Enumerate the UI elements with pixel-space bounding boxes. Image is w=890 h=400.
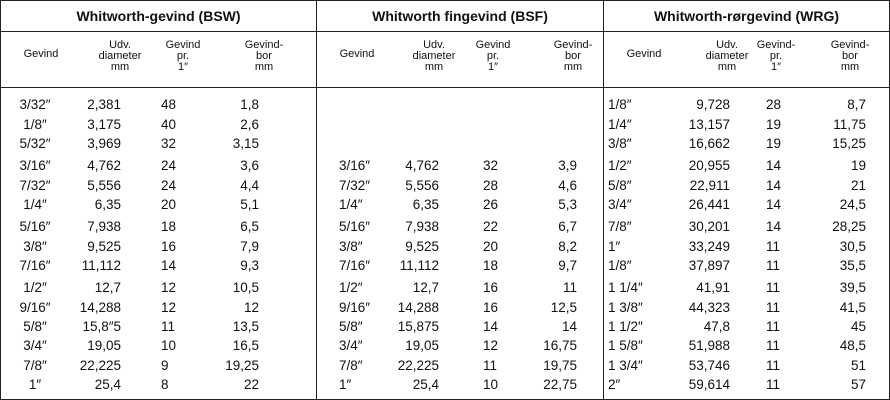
thread-size-cell: 1/2″ xyxy=(339,280,363,295)
outer-diameter-cell: 26,441 xyxy=(688,197,730,212)
thread-size-cell: 3/16″ xyxy=(339,158,371,173)
outer-diameter-cell: 13,157 xyxy=(688,116,730,132)
thread-size-cell: 3/8″ xyxy=(608,136,632,151)
tap-drill-cell: 8,7 xyxy=(847,97,866,112)
tap-drill-cell: 19 xyxy=(850,158,866,173)
column-header: Udv. diameter mm xyxy=(705,39,749,73)
outer-diameter-cell: 2,381 xyxy=(87,97,121,112)
outer-diameter-cell: 22,225 xyxy=(397,357,439,373)
threads-per-inch-cell: 12 xyxy=(483,338,499,353)
tap-drill-cell: 19,25 xyxy=(225,357,259,373)
panel-title: Whitworth fingevind (BSF) xyxy=(317,1,603,32)
threads-per-inch-cell: 10 xyxy=(161,338,177,353)
tap-drill-cell: 35,5 xyxy=(839,258,866,273)
tap-drill-cell: 9,3 xyxy=(240,258,259,273)
tap-drill-cell: 14 xyxy=(561,319,577,334)
panel-bsw xyxy=(1,1,317,399)
thread-size-cell: 1/4″ xyxy=(608,116,632,132)
thread-size-cell: 3/4″ xyxy=(608,197,632,212)
tap-drill-cell: 13,5 xyxy=(232,319,259,334)
panel-title: Whitworth-rørgevind (WRG) xyxy=(604,1,889,32)
column-header: Gevind xyxy=(23,48,59,60)
threads-per-inch-cell: 28 xyxy=(483,177,499,193)
threads-per-inch-cell: 11 xyxy=(766,319,781,334)
panel-title: Whitworth-gevind (BSW) xyxy=(1,1,316,32)
tap-drill-cell: 4,6 xyxy=(558,177,577,193)
thread-size-cell: 5/32″ xyxy=(19,136,51,151)
tap-drill-cell: 16,5 xyxy=(232,338,259,353)
column-header: Udv. diameter mm xyxy=(412,39,456,73)
outer-diameter-cell: 6,35 xyxy=(94,197,121,212)
threads-per-inch-cell: 26 xyxy=(483,197,499,212)
outer-diameter-cell: 11,112 xyxy=(81,258,121,273)
tap-drill-cell: 9,7 xyxy=(558,258,577,273)
tap-drill-cell: 57 xyxy=(850,377,866,392)
outer-diameter-cell: 9,525 xyxy=(87,238,121,254)
thread-size-cell: 5/8″ xyxy=(23,319,47,334)
outer-diameter-cell: 12,7 xyxy=(412,280,439,295)
threads-per-inch-cell: 14 xyxy=(766,219,782,234)
outer-diameter-cell: 11,112 xyxy=(399,258,439,273)
tap-drill-cell: 11 xyxy=(562,280,577,295)
threads-per-inch-cell: 12 xyxy=(161,299,177,315)
threads-per-inch-cell: 14 xyxy=(766,197,782,212)
outer-diameter-cell: 9,728 xyxy=(696,97,730,112)
tap-drill-cell: 1,8 xyxy=(240,97,259,112)
column-header: Gevind- bor mm xyxy=(553,39,593,73)
outer-diameter-cell: 3,175 xyxy=(87,116,121,132)
tap-drill-cell: 7,9 xyxy=(240,238,259,254)
column-header: Gevind xyxy=(626,48,662,60)
outer-diameter-cell: 59,614 xyxy=(688,377,730,392)
tap-drill-cell: 15,25 xyxy=(832,136,866,151)
tap-drill-cell: 24,5 xyxy=(839,197,866,212)
tap-drill-cell: 12 xyxy=(243,299,259,315)
threads-per-inch-cell: 24 xyxy=(161,177,177,193)
threads-per-inch-cell: 32 xyxy=(483,158,499,173)
thread-size-cell: 9/16″ xyxy=(339,299,371,315)
threads-per-inch-cell: 18 xyxy=(161,219,177,234)
outer-diameter-cell: 25,4 xyxy=(412,377,439,392)
tap-drill-cell: 12,5 xyxy=(550,299,577,315)
outer-diameter-cell: 41,91 xyxy=(696,280,730,295)
threads-per-inch-cell: 8 xyxy=(161,377,169,392)
column-header: Gevind pr. 1″ xyxy=(475,39,511,73)
outer-diameter-cell: 14,288 xyxy=(79,299,121,315)
outer-diameter-cell: 51,988 xyxy=(688,338,730,353)
thread-size-cell: 7/16″ xyxy=(19,258,51,273)
outer-diameter-cell: 22,911 xyxy=(689,177,730,193)
tap-drill-cell: 39,5 xyxy=(839,280,866,295)
threads-per-inch-cell: 20 xyxy=(483,238,499,254)
threads-per-inch-cell: 20 xyxy=(161,197,177,212)
outer-diameter-cell: 4,762 xyxy=(405,158,439,173)
thread-size-cell: 5/16″ xyxy=(339,219,371,234)
tap-drill-cell: 16,75 xyxy=(543,338,577,353)
thread-size-cell: 1/4″ xyxy=(23,197,47,212)
thread-size-cell: 5/16″ xyxy=(19,219,51,234)
thread-size-cell: 1 5/8″ xyxy=(608,338,643,353)
threads-per-inch-cell: 12 xyxy=(161,280,177,295)
column-header: Udv. diameter mm xyxy=(98,39,142,73)
tap-drill-cell: 8,2 xyxy=(558,238,577,254)
thread-size-cell: 9/16″ xyxy=(19,299,51,315)
threads-per-inch-cell: 18 xyxy=(483,258,499,273)
threads-per-inch-cell: 11 xyxy=(766,238,781,254)
tap-drill-cell: 41,5 xyxy=(839,299,866,315)
threads-per-inch-cell: 14 xyxy=(161,258,177,273)
column-header: Gevind- bor mm xyxy=(244,39,284,73)
threads-per-inch-cell: 22 xyxy=(483,219,499,234)
threads-per-inch-cell: 16 xyxy=(483,280,499,295)
thread-size-cell: 3/16″ xyxy=(19,158,51,173)
thread-size-cell: 7/32″ xyxy=(19,177,51,193)
outer-diameter-cell: 6,35 xyxy=(412,197,439,212)
panel-wrg xyxy=(604,1,889,399)
column-header: Gevind- bor mm xyxy=(830,39,870,73)
thread-size-cell: 1 1/2″ xyxy=(608,319,643,334)
tap-drill-cell: 11,75 xyxy=(833,116,866,132)
threads-per-inch-cell: 11 xyxy=(483,357,498,373)
thread-size-cell: 1/4″ xyxy=(339,197,363,212)
tap-drill-cell: 5,1 xyxy=(240,197,259,212)
thread-size-cell: 1″ xyxy=(28,377,42,392)
thread-size-cell: 3/4″ xyxy=(23,338,47,353)
tap-drill-cell: 30,5 xyxy=(839,238,866,254)
threads-per-inch-cell: 32 xyxy=(161,136,177,151)
column-header: Gevind xyxy=(339,48,375,60)
thread-size-cell: 1/2″ xyxy=(608,158,632,173)
threads-per-inch-cell: 11 xyxy=(766,299,781,315)
column-headers xyxy=(604,32,889,88)
threads-per-inch-cell: 11 xyxy=(766,258,781,273)
tap-drill-cell: 6,7 xyxy=(558,219,577,234)
outer-diameter-cell: 15,875 xyxy=(397,319,439,334)
threads-per-inch-cell: 11 xyxy=(766,357,781,373)
threads-per-inch-cell: 11 xyxy=(766,338,781,353)
threads-per-inch-cell: 9 xyxy=(161,357,169,373)
thread-size-cell: 7/16″ xyxy=(339,258,371,273)
column-headers xyxy=(317,32,603,88)
tap-drill-cell: 19,75 xyxy=(543,357,577,373)
outer-diameter-cell: 9,525 xyxy=(405,238,439,254)
threads-per-inch-cell: 11 xyxy=(766,280,781,295)
thread-size-cell: 1/8″ xyxy=(23,116,47,132)
tap-drill-cell: 6,5 xyxy=(240,219,259,234)
thread-size-cell: 1″ xyxy=(608,238,621,254)
thread-size-cell: 1 3/4″ xyxy=(608,357,643,373)
outer-diameter-cell: 15,8″5 xyxy=(82,319,121,334)
thread-size-cell: 7/32″ xyxy=(339,177,371,193)
outer-diameter-cell: 20,955 xyxy=(688,158,730,173)
thread-size-cell: 1 3/8″ xyxy=(608,299,643,315)
tap-drill-cell: 3,15 xyxy=(232,136,259,151)
tap-drill-cell: 28,25 xyxy=(832,219,866,234)
tap-drill-cell: 21 xyxy=(850,177,866,193)
threads-per-inch-cell: 11 xyxy=(766,377,781,392)
thread-size-cell: 3/8″ xyxy=(23,238,47,254)
thread-size-cell: 3/4″ xyxy=(339,338,363,353)
threads-per-inch-cell: 16 xyxy=(483,299,499,315)
threads-per-inch-cell: 14 xyxy=(483,319,499,334)
threads-per-inch-cell: 19 xyxy=(766,116,782,132)
tap-drill-cell: 5,3 xyxy=(558,197,577,212)
tap-drill-cell: 4,4 xyxy=(240,177,259,193)
thread-size-cell: 5/8″ xyxy=(339,319,363,334)
threads-per-inch-cell: 28 xyxy=(766,97,782,112)
tap-drill-cell: 48,5 xyxy=(839,338,866,353)
threads-per-inch-cell: 14 xyxy=(766,177,782,193)
outer-diameter-cell: 5,556 xyxy=(405,177,439,193)
thread-size-cell: 7/8″ xyxy=(608,219,632,234)
outer-diameter-cell: 53,746 xyxy=(688,357,730,373)
threads-per-inch-cell: 40 xyxy=(161,116,177,132)
outer-diameter-cell: 7,938 xyxy=(87,219,121,234)
thread-size-cell: 1/2″ xyxy=(23,280,47,295)
outer-diameter-cell: 44,323 xyxy=(688,299,730,315)
thread-size-cell: 2″ xyxy=(608,377,621,392)
panel-bsf xyxy=(317,1,604,399)
outer-diameter-cell: 22,225 xyxy=(79,357,121,373)
outer-diameter-cell: 16,662 xyxy=(688,136,730,151)
outer-diameter-cell: 7,938 xyxy=(405,219,439,234)
outer-diameter-cell: 19,05 xyxy=(405,338,439,353)
thread-size-cell: 1/8″ xyxy=(608,258,632,273)
thread-size-cell: 7/8″ xyxy=(339,357,363,373)
column-headers xyxy=(1,32,316,88)
threads-per-inch-cell: 48 xyxy=(161,97,177,112)
column-header: Gevind- pr. 1″ xyxy=(756,39,796,73)
tap-drill-cell: 10,5 xyxy=(232,280,259,295)
threads-per-inch-cell: 16 xyxy=(161,238,177,254)
thread-size-cell: 3/32″ xyxy=(19,97,51,112)
thread-size-cell: 7/8″ xyxy=(23,357,47,373)
outer-diameter-cell: 4,762 xyxy=(87,158,121,173)
outer-diameter-cell: 3,969 xyxy=(87,136,121,151)
outer-diameter-cell: 19,05 xyxy=(87,338,121,353)
outer-diameter-cell: 33,249 xyxy=(688,238,730,254)
outer-diameter-cell: 5,556 xyxy=(87,177,121,193)
threads-per-inch-cell: 24 xyxy=(161,158,177,173)
threads-per-inch-cell: 10 xyxy=(483,377,499,392)
tap-drill-cell: 45 xyxy=(850,319,866,334)
tap-drill-cell: 22 xyxy=(243,377,259,392)
outer-diameter-cell: 30,201 xyxy=(688,219,730,234)
tap-drill-cell: 3,6 xyxy=(240,158,259,173)
tap-drill-cell: 2,6 xyxy=(240,116,259,132)
threads-per-inch-cell: 11 xyxy=(161,319,176,334)
outer-diameter-cell: 12,7 xyxy=(94,280,121,295)
column-header: Gevind pr. 1″ xyxy=(165,39,201,73)
thread-size-cell: 5/8″ xyxy=(608,177,632,193)
tap-drill-cell: 3,9 xyxy=(558,158,577,173)
outer-diameter-cell: 47,8 xyxy=(703,319,730,334)
outer-diameter-cell: 14,288 xyxy=(397,299,439,315)
threads-per-inch-cell: 19 xyxy=(766,136,782,151)
outer-diameter-cell: 37,897 xyxy=(688,258,730,273)
thread-size-cell: 1/8″ xyxy=(608,97,632,112)
outer-diameter-cell: 25,4 xyxy=(94,377,121,392)
thread-size-cell: 1″ xyxy=(339,377,352,392)
tap-drill-cell: 22,75 xyxy=(543,377,577,392)
threads-per-inch-cell: 14 xyxy=(766,158,782,173)
thread-size-cell: 3/8″ xyxy=(339,238,363,254)
thread-size-cell: 1 1/4″ xyxy=(608,280,643,295)
tap-drill-cell: 51 xyxy=(850,357,866,373)
